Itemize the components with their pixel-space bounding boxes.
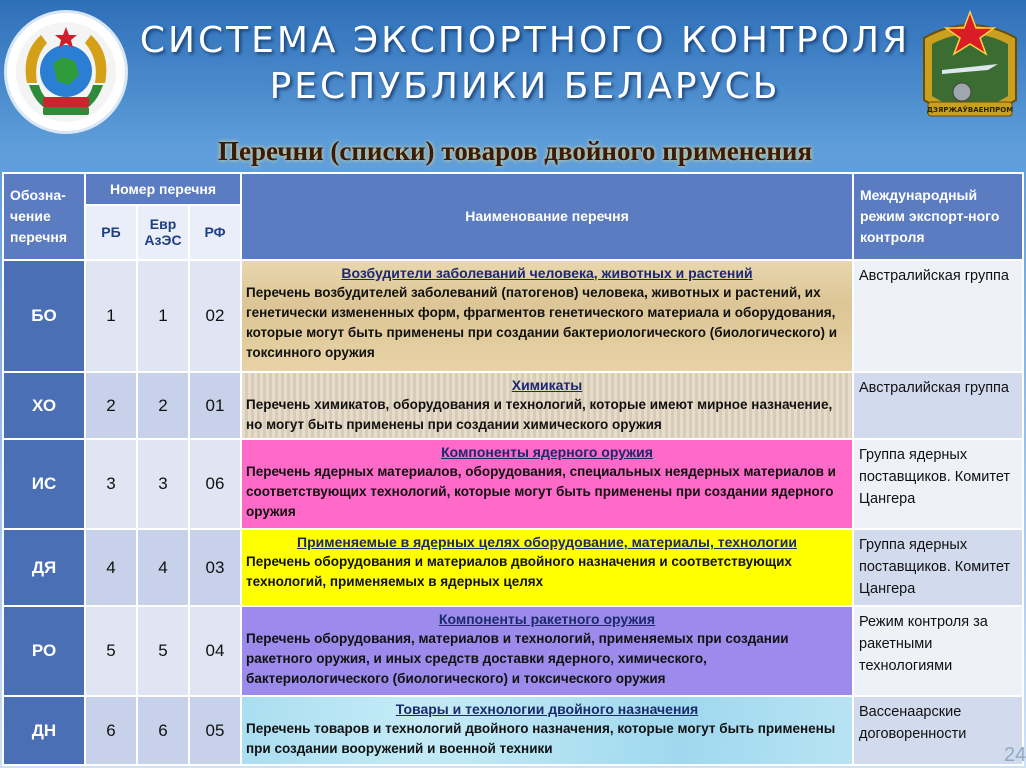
title-line-1: СИСТЕМА ЭКСПОРТНОГО КОНТРОЛЯ <box>139 20 911 61</box>
row-regime: Австралийская группа <box>853 260 1023 373</box>
row-regime: Австралийская группа <box>853 372 1023 438</box>
row-description <box>241 606 853 697</box>
table-row <box>3 529 1023 606</box>
row-regime: Группа ядерных поставщиков. Комитет Цангера <box>853 439 1023 530</box>
row-title: Химикаты <box>511 377 583 394</box>
row-number-eaes: 6 <box>137 696 189 765</box>
row-number-rb: 5 <box>85 606 137 697</box>
header-name: Наименование перечня <box>241 173 853 260</box>
svg-text:ДЗЯРЖАЎВАЕНПРОМ: ДЗЯРЖАЎВАЕНПРОМ <box>926 106 1014 114</box>
row-number-eaes: 3 <box>137 439 189 530</box>
table-row <box>3 696 1023 765</box>
page-number: 24 <box>1004 744 1026 766</box>
row-text: Перечень возбудителей заболеваний (патогенов) человека, животных и растений, их генетически измененных форм, фрагментов генетического материала и оборудования, которые могут быть применены при создании бактериологического (биологического) и токсинного оружия <box>246 284 838 360</box>
title-line-2: РЕСПУБЛИКИ БЕЛАРУСЬ <box>269 66 781 107</box>
row-text: Перечень товаров и технологий двойного назначения, которые могут быть применены при создании вооружений и военной техники <box>246 721 836 757</box>
row-number-rb: 6 <box>85 696 137 765</box>
row-text: Перечень химикатов, оборудования и технологий, которые имеют мирное назначение, но могут быть применены при создании химического оружия <box>246 397 833 433</box>
row-code: ДН <box>3 696 85 765</box>
row-number-rb: 3 <box>85 439 137 530</box>
row-number-rf: 04 <box>189 606 241 697</box>
header-number-rb: РБ <box>85 205 137 259</box>
row-title: Применяемые в ядерных целях оборудование, материалы, технологии <box>297 534 797 551</box>
header-number-eaes: Евр АзЭС <box>137 205 189 259</box>
belarus-coat-of-arms-icon <box>4 10 128 134</box>
row-text: Перечень ядерных материалов, оборудования, специальных неядерных материалов и соответствующих технологий, которые могут быть применены при создании ядерного оружия <box>246 463 836 519</box>
table-row <box>3 260 1023 373</box>
page-title <box>130 18 920 110</box>
row-title: Компоненты ракетного оружия <box>438 610 656 627</box>
row-number-rf: 03 <box>189 529 241 606</box>
row-title: Товары и технологии двойного назначения <box>395 701 699 718</box>
row-code: ХО <box>3 372 85 438</box>
row-number-rf: 02 <box>189 260 241 373</box>
row-description <box>241 439 853 530</box>
table-row <box>3 606 1023 697</box>
row-number-eaes: 5 <box>137 606 189 697</box>
row-number-rf: 06 <box>189 439 241 530</box>
row-regime: Группа ядерных поставщиков. Комитет Цангера <box>853 529 1023 606</box>
row-number-rb: 2 <box>85 372 137 438</box>
row-text: Перечень оборудования и материалов двойного назначения и соответствующих технологий, применяемых в ядерных целях <box>246 554 792 590</box>
row-text: Перечень оборудования, материалов и технологий, применяемых при создании ракетного оружия, и иных средств доставки ядерного, химического, бактериологического (биологического) и токсического оружия <box>246 630 789 686</box>
row-title: Возбудители заболеваний человека, животных и растений <box>341 264 753 281</box>
page-subtitle: Перечни (списки) товаров двойного применения <box>217 136 813 166</box>
row-description <box>241 372 853 438</box>
row-number-rb: 1 <box>85 260 137 373</box>
table-row <box>3 372 1023 438</box>
row-description <box>241 260 853 373</box>
row-description <box>241 529 853 606</box>
row-regime: Вассенаарские договоренности <box>853 696 1023 765</box>
row-code: РО <box>3 606 85 697</box>
header-number: Номер перечня <box>85 173 241 205</box>
row-number-eaes: 1 <box>137 260 189 373</box>
dual-use-lists-table <box>2 172 1024 766</box>
row-number-eaes: 4 <box>137 529 189 606</box>
row-number-eaes: 2 <box>137 372 189 438</box>
row-code: ДЯ <box>3 529 85 606</box>
row-regime: Режим контроля за ракетными технологиями <box>853 606 1023 697</box>
row-number-rf: 01 <box>189 372 241 438</box>
row-title: Компоненты ядерного оружия <box>441 443 653 460</box>
header-regime: Международный режим экспорт-ного контроля <box>853 173 1023 260</box>
row-code: ИС <box>3 439 85 530</box>
row-number-rb: 4 <box>85 529 137 606</box>
row-number-rf: 05 <box>189 696 241 765</box>
row-description <box>241 696 853 765</box>
table-row <box>3 439 1023 530</box>
row-code: БО <box>3 260 85 373</box>
military-industry-emblem-icon <box>918 8 1022 132</box>
header-number-rf: РФ <box>189 205 241 259</box>
header-code: Обозна-чение перечня <box>3 173 85 260</box>
